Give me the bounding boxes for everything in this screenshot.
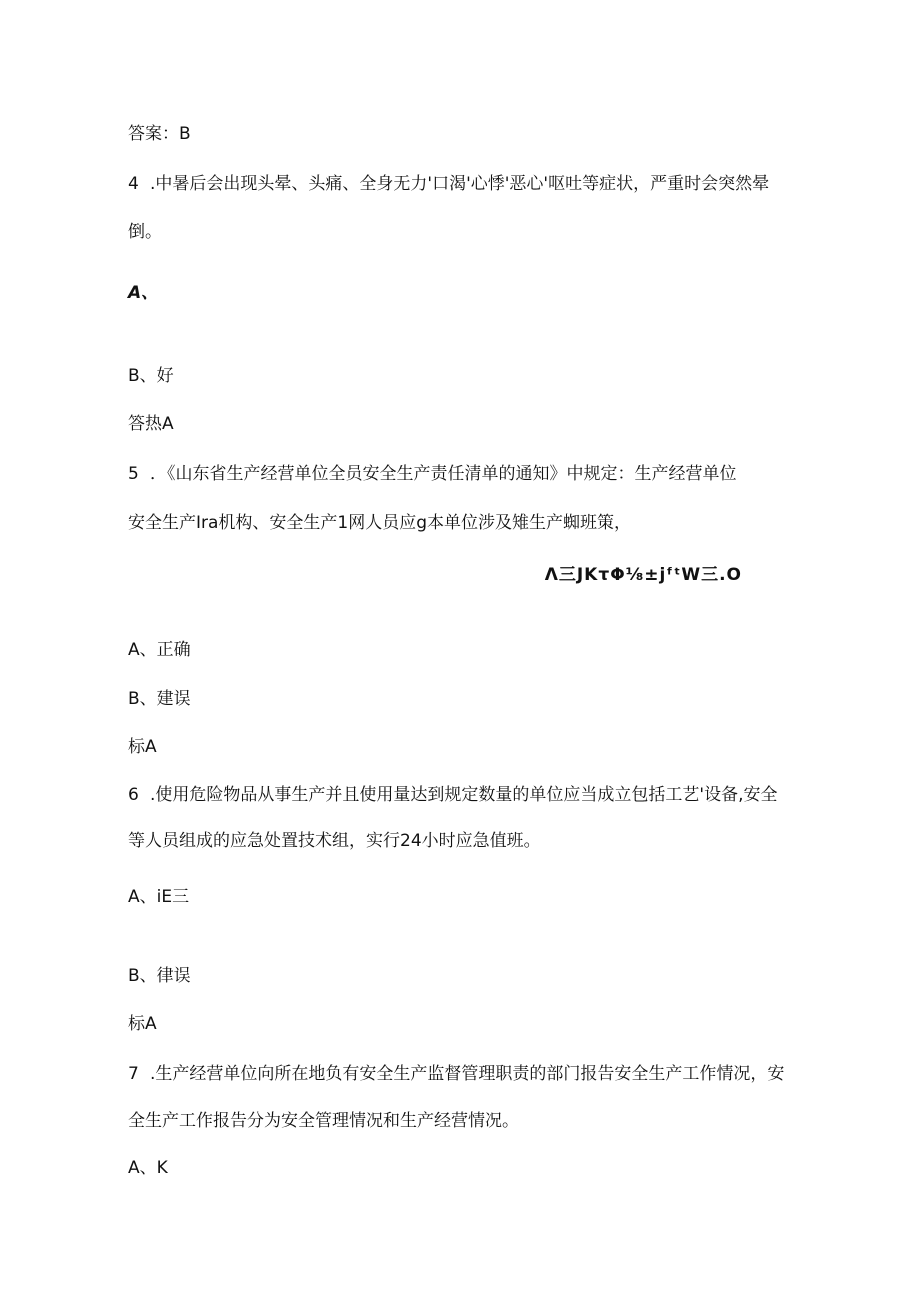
question-6-line-2: 等人员组成的应急处置技术组，实行24小时应急值班。 [128, 831, 541, 851]
answer-line: 标A [128, 737, 157, 757]
question-4-line-1: 4 .中暑后会出现头晕、头痛、全身无力'口渴'心悸'恶心'呕吐等症状，严重时会突然晕 [128, 174, 770, 194]
option-a: A、 [128, 283, 159, 303]
question-number: 5 [128, 464, 139, 484]
question-number: 4 [128, 174, 139, 194]
question-4-line-2: 倒。 [128, 222, 162, 242]
question-5-line-2: 安全生产Ira机构、安全生产1网人员应g本单位涉及雉生产蜘班策， [128, 513, 632, 533]
question-7-line-2: 全生产工作报告分为安全管理情况和生产经营情况。 [128, 1111, 519, 1131]
option-b: B、建误 [128, 689, 191, 709]
option-a: A、K [128, 1158, 168, 1178]
answer-line: 答热A [128, 414, 174, 434]
option-a: A、iE三 [128, 887, 190, 907]
question-5-line-1: 5 ．《山东省生产经营单位全员安全生产责任清单的通知》中规定：生产经营单位 [128, 464, 737, 484]
answer-line: 标A [128, 1014, 157, 1034]
question-number: 6 [128, 785, 139, 805]
answer-line: 答案：B [128, 124, 191, 144]
question-number: 7 [128, 1064, 139, 1084]
question-7-line-1: 7 .生产经营单位向所在地负有安全生产监督管理职责的部门报告安全生产工作情况，安 [128, 1064, 785, 1084]
option-a: A、正确 [128, 640, 191, 660]
question-6-line-1: 6 .使用危险物品从事生产并且使用量达到规定数量的单位应当成立包括工艺'设备,安全 [128, 785, 778, 805]
option-b: B、律误 [128, 966, 191, 986]
question-5-line-3: Λ三JKτΦ⅛±jᶠᵗW三.O [544, 565, 742, 585]
option-b: B、好 [128, 366, 174, 386]
